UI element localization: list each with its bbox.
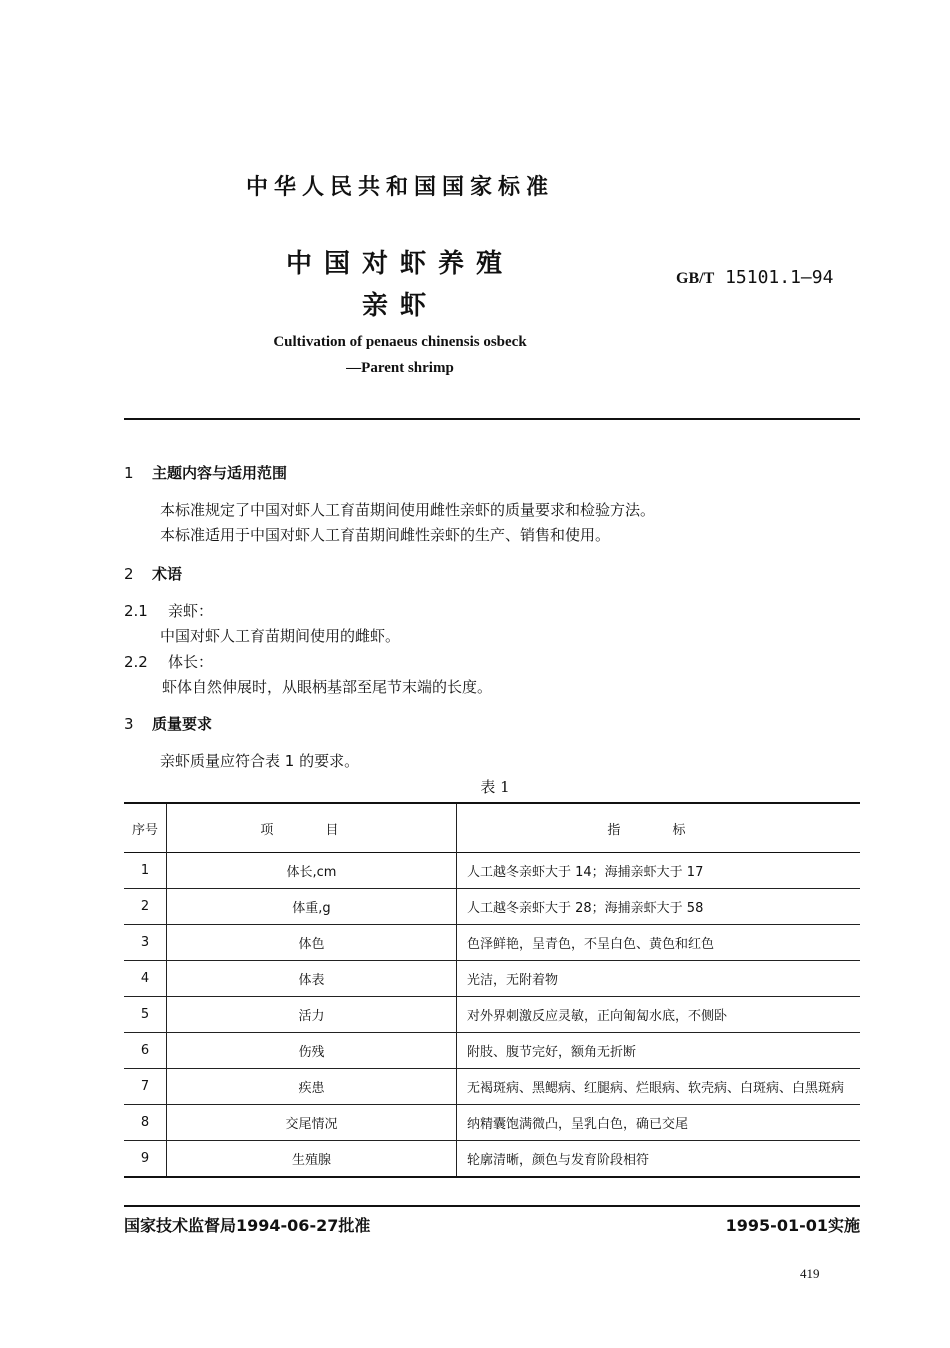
- row-7-no: 7: [140, 1079, 150, 1094]
- table-row: [124, 1033, 860, 1069]
- row-6-item: 伤残: [167, 1033, 457, 1069]
- section-3-title: 质量要求: [152, 715, 213, 733]
- section-3-number: 3: [124, 715, 134, 733]
- row-5-item: 活力: [167, 997, 457, 1033]
- table-row: [124, 1105, 860, 1141]
- section-2-number: 2: [124, 565, 134, 583]
- term-2-1-name: 亲虾：: [168, 602, 214, 620]
- table-row: [124, 889, 860, 925]
- row-2-indicator: 人工越冬亲虾大于 28；海捕亲虾大于 58: [457, 889, 861, 925]
- term-2-2-name: 体长：: [168, 653, 214, 671]
- header-serial: 序号: [131, 822, 158, 838]
- table-row: [124, 1141, 860, 1178]
- row-8-no: 8: [140, 1115, 150, 1130]
- effective-date: 1995-01-01实施: [725, 1216, 860, 1235]
- header-divider: [124, 418, 860, 420]
- section-1-paragraph-1: 本标准规定了中国对虾人工育苗期间使用雌性亲虾的质量要求和检验方法。: [160, 501, 656, 519]
- document-title-line2: 亲虾: [361, 291, 438, 321]
- page-number: 419: [800, 1266, 820, 1281]
- section-3-heading: [124, 713, 212, 734]
- document-title-line1: 中国对虾养殖: [285, 249, 514, 279]
- section-3-paragraph: 亲虾质量应符合表 1 的要求。: [160, 752, 360, 770]
- row-1-indicator: 人工越冬亲虾大于 14；海捕亲虾大于 17: [457, 853, 861, 889]
- table-row: [124, 961, 860, 997]
- row-7-indicator: 无褐斑病、黑鳃病、红腿病、烂眼病、软壳病、白斑病、白黑斑病: [457, 1069, 861, 1105]
- table-1-caption: 表 1: [480, 778, 510, 796]
- row-1-no: 1: [140, 863, 150, 878]
- row-4-indicator: 光洁，无附着物: [457, 961, 861, 997]
- header-item: 项 目: [167, 803, 457, 853]
- row-4-no: 4: [140, 971, 150, 986]
- term-2-2-number: 2.2: [124, 653, 148, 671]
- row-3-item: 体色: [167, 925, 457, 961]
- row-9-item: 生殖腺: [167, 1141, 457, 1178]
- table-header-row: [124, 803, 860, 853]
- row-6-indicator: 附肢、腹节完好，额角无折断: [457, 1033, 861, 1069]
- standard-number: [676, 267, 833, 288]
- footer-divider: [124, 1205, 860, 1207]
- row-4-item: 体表: [167, 961, 457, 997]
- english-title-line1: Cultivation of penaeus chinensis osbeck: [273, 334, 527, 350]
- standard-prefix: GB/T: [676, 270, 715, 287]
- section-2-title: 术语: [152, 565, 183, 583]
- national-standard-heading: 中华人民共和国国家标准: [245, 174, 554, 200]
- table-1: [124, 802, 860, 1178]
- section-1-heading: [124, 462, 287, 483]
- term-2-2: [124, 651, 213, 672]
- table-row: [124, 853, 860, 889]
- row-6-no: 6: [140, 1043, 150, 1058]
- section-1-paragraph-2: 本标准适用于中国对虾人工育苗期间雌性亲虾的生产、销售和使用。: [160, 526, 611, 544]
- row-9-indicator: 轮廓清晰，颜色与发育阶段相符: [457, 1141, 861, 1178]
- header-indicator: 指 标: [457, 803, 861, 853]
- table-row: [124, 1069, 860, 1105]
- section-1-number: 1: [124, 464, 134, 482]
- row-8-item: 交尾情况: [167, 1105, 457, 1141]
- row-2-no: 2: [140, 899, 150, 914]
- issue-approval: 国家技术监督局1994-06-27批准: [124, 1216, 371, 1235]
- table-row: [124, 925, 860, 961]
- section-2-heading: [124, 563, 182, 584]
- row-1-item: 体长,cm: [167, 853, 457, 889]
- row-3-indicator: 色泽鲜艳，呈青色，不呈白色、黄色和红色: [457, 925, 861, 961]
- section-1-title: 主题内容与适用范围: [152, 464, 288, 482]
- row-9-no: 9: [140, 1151, 150, 1166]
- row-8-indicator: 纳精囊饱满微凸，呈乳白色，确已交尾: [457, 1105, 861, 1141]
- term-2-2-definition: 虾体自然伸展时，从眼柄基部至尾节末端的长度。: [162, 678, 493, 696]
- table-row: [124, 997, 860, 1033]
- standard-code: 15101.1—94: [725, 267, 834, 288]
- english-title-line2: —Parent shrimp: [346, 360, 454, 376]
- term-2-1-number: 2.1: [124, 602, 148, 620]
- row-5-no: 5: [140, 1007, 150, 1022]
- row-3-no: 3: [140, 935, 150, 950]
- row-5-indicator: 对外界刺激反应灵敏，正向匍匐水底，不侧卧: [457, 997, 861, 1033]
- row-2-item: 体重,g: [167, 889, 457, 925]
- term-2-1-definition: 中国对虾人工育苗期间使用的雌虾。: [160, 627, 401, 645]
- term-2-1: [124, 600, 213, 621]
- row-7-item: 疾患: [167, 1069, 457, 1105]
